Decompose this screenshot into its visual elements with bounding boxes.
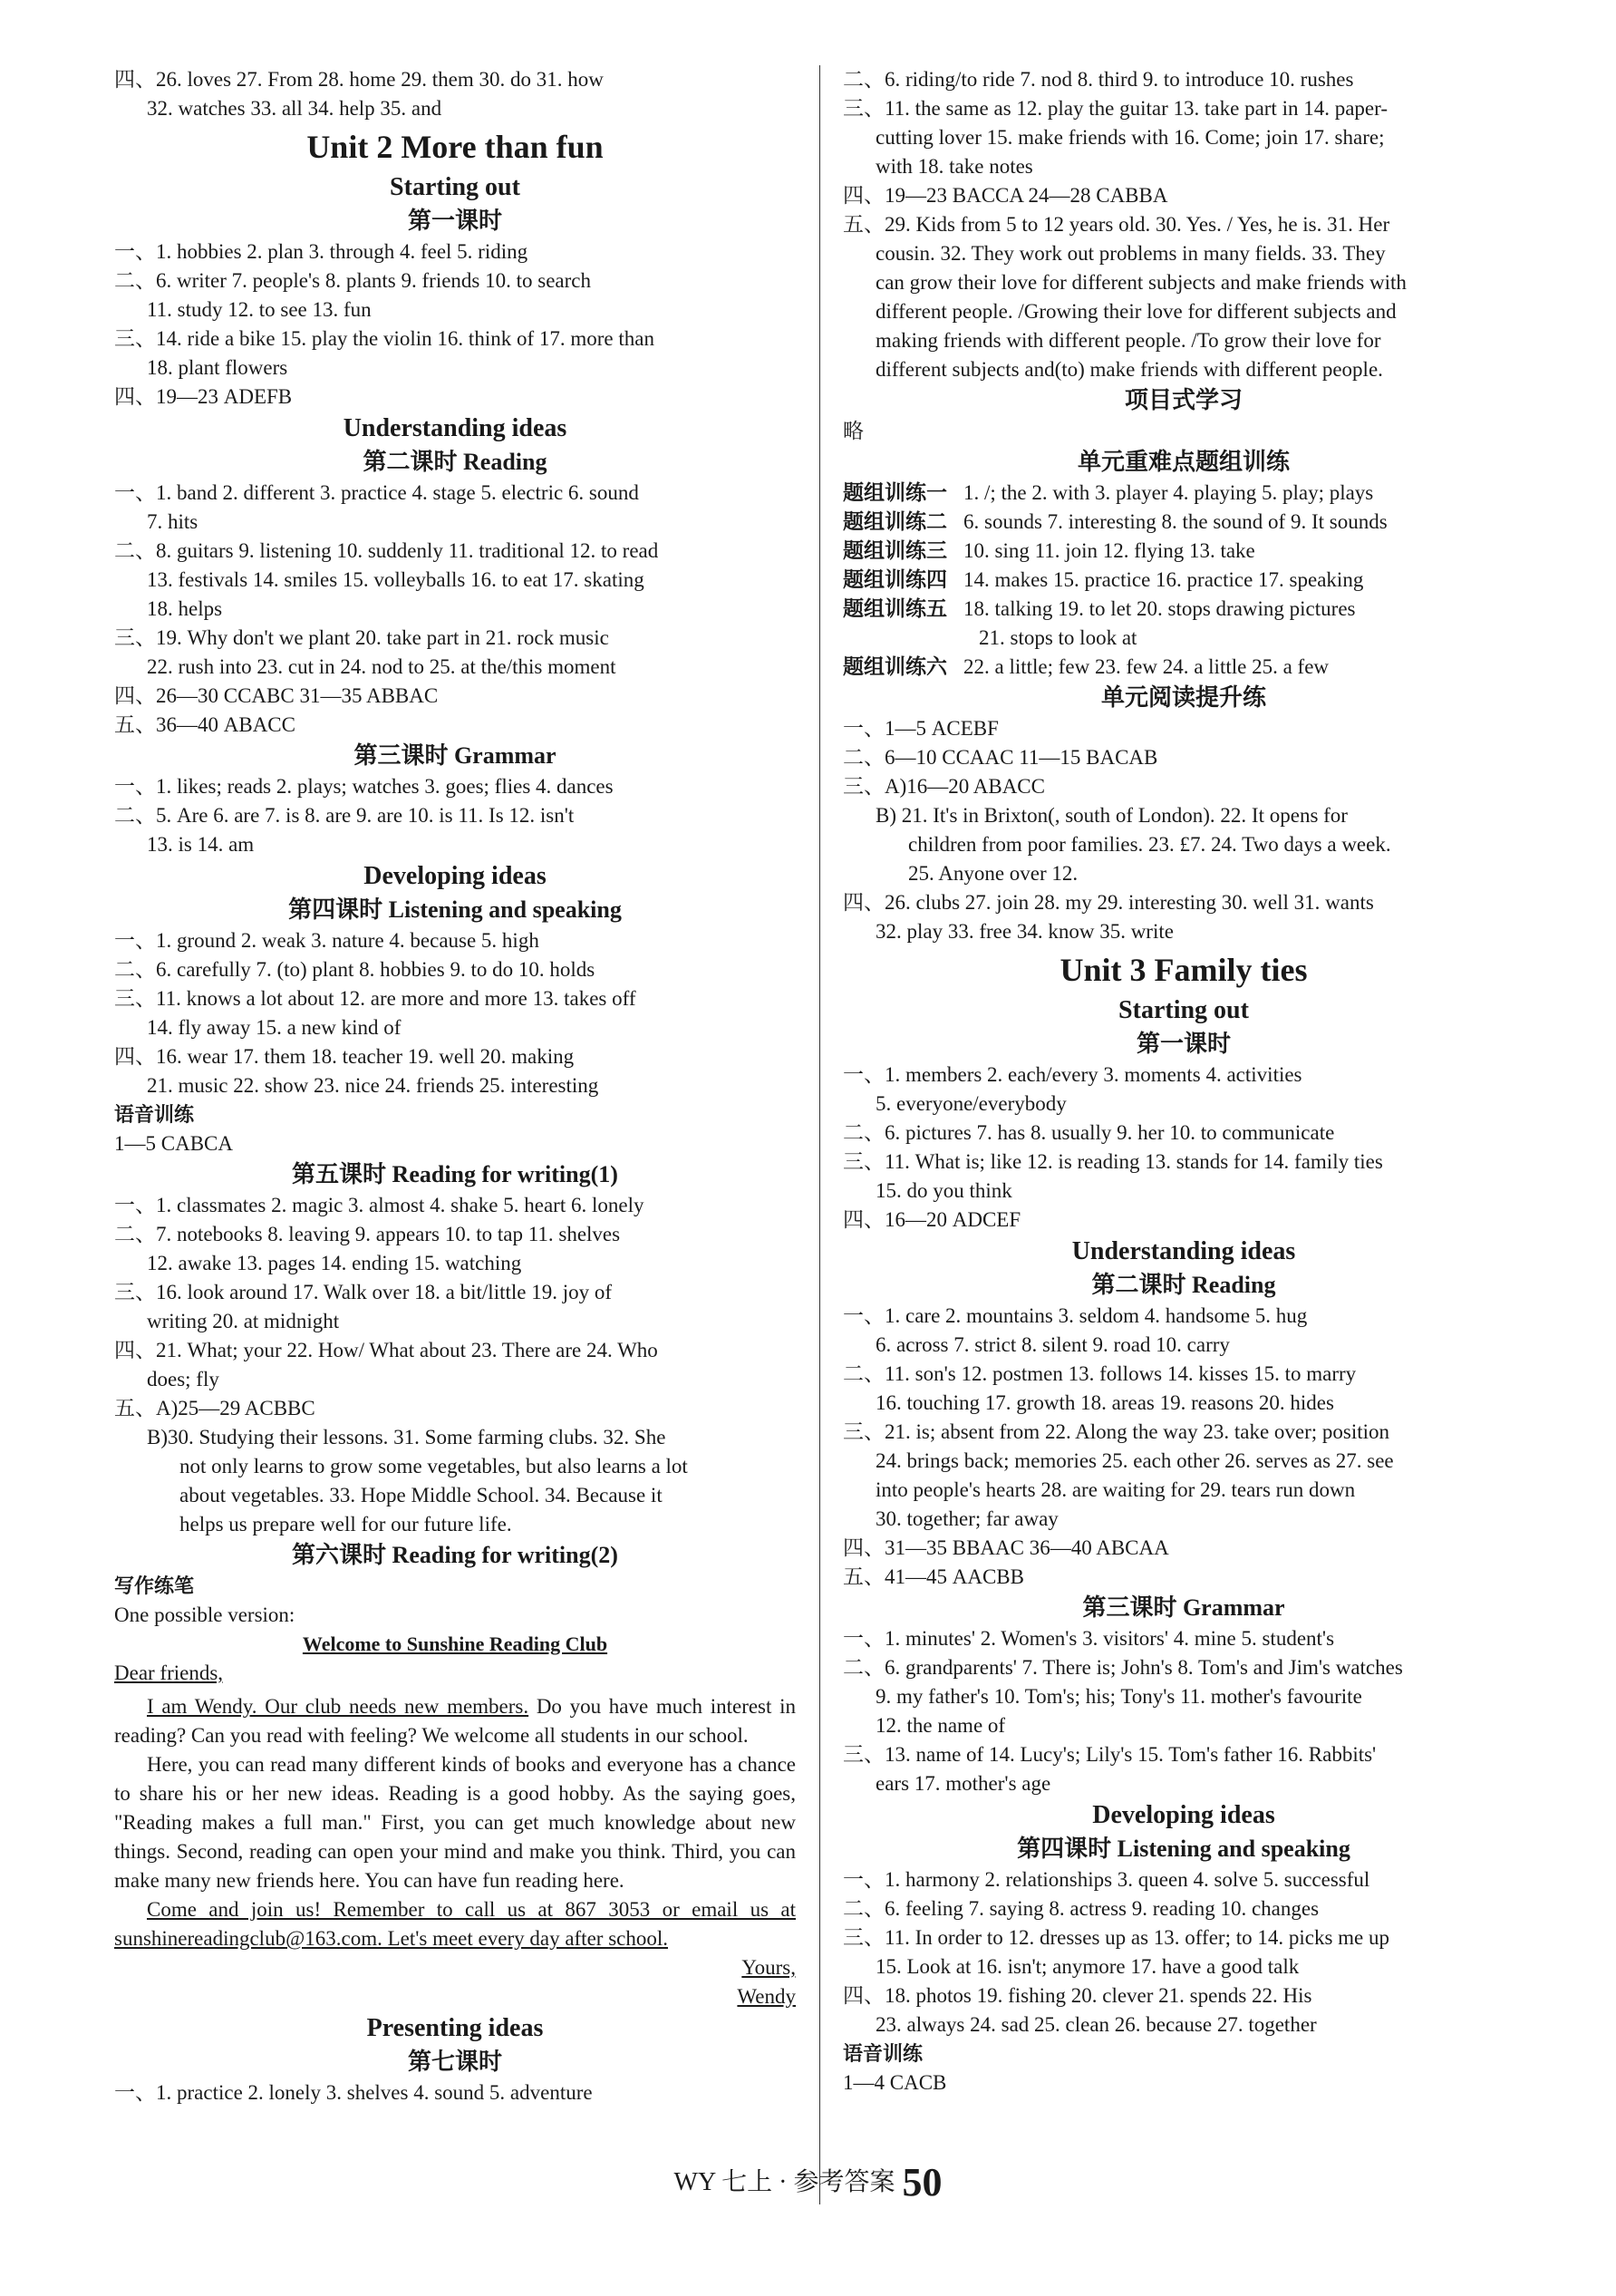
answer-line: 一、1. practice 2. lonely 3. shelves 4. sound 5. adventure bbox=[114, 2081, 593, 2104]
page-number: 50 bbox=[902, 2160, 943, 2204]
phonics-heading: 语音训练 bbox=[843, 2042, 924, 2065]
answer-line: 12. the name of bbox=[876, 1714, 1006, 1737]
answer-line: 32. watches 33. all 34. help 35. and bbox=[147, 97, 442, 120]
drill-answers: 22. a little; few 23. few 24. a little 25. a few bbox=[963, 655, 1330, 678]
answer-line: children from poor families. 23. £7. 24. Two days a week. bbox=[908, 833, 1391, 856]
answer-line: 11. study 12. to see 13. fun bbox=[147, 298, 372, 321]
answer-line: cutting lover 15. make friends with 16. Come; join 17. share; bbox=[876, 126, 1385, 149]
drill-label: 题组训练一 bbox=[843, 481, 947, 504]
project-heading: 项目式学习 bbox=[1124, 387, 1243, 413]
answer-line: 二、11. son's 12. postmen 13. follows 14. kisses 15. to marry bbox=[843, 1362, 1357, 1385]
lesson-heading: 第四课时 Listening and speaking bbox=[1017, 1836, 1350, 1862]
answer-line: 四、18. photos 19. fishing 20. clever 21. spends 22. His bbox=[843, 1984, 1312, 2007]
drill-line bbox=[843, 479, 1524, 508]
answer-line: 二、6. riding/to ride 7. nod 8. third 9. to introduce 10. rushes bbox=[843, 68, 1354, 91]
answer-line: 二、6. pictures 7. has 8. usually 9. her 10. to communicate bbox=[843, 1121, 1335, 1144]
answer-line: 23. always 24. sad 25. clean 26. because 27. together bbox=[876, 2013, 1317, 2036]
essay-title: Welcome to Sunshine Reading Club bbox=[302, 1632, 608, 1655]
closing-name: Wendy bbox=[737, 1985, 796, 2008]
answer-line: 22. rush into 23. cut in 24. nod to 25. at the/this moment bbox=[147, 655, 616, 678]
answer-line: 9. my father's 10. Tom's; his; Tony's 11. mother's favourite bbox=[876, 1685, 1362, 1708]
answer-line: 13. festivals 14. smiles 15. volleyballs 16. to eat 17. skating bbox=[147, 568, 644, 591]
answer-line: 四、19—23 BACCA 24—28 CABBA bbox=[843, 184, 1168, 207]
answer-line: 一、1—5 ACEBF bbox=[843, 717, 999, 740]
answer-line: with 18. take notes bbox=[876, 155, 1033, 178]
answer-line: 一、1. care 2. mountains 3. seldom 4. handsome 5. hug bbox=[843, 1304, 1308, 1327]
lesson-heading: 第二课时 Reading bbox=[363, 449, 547, 475]
lesson-heading: 第三课时 Grammar bbox=[353, 742, 556, 769]
answer-line: into people's hearts 28. are waiting for 29. tears run down bbox=[876, 1478, 1356, 1501]
lesson-heading: 第三课时 Grammar bbox=[1082, 1594, 1285, 1621]
answer-line: 四、26. clubs 27. join 28. my 29. interesting 30. well 31. wants bbox=[843, 891, 1374, 914]
lesson-heading: 第二课时 Reading bbox=[1091, 1272, 1276, 1298]
answer-line: 三、14. ride a bike 15. play the violin 16. think of 17. more than bbox=[114, 327, 654, 350]
closing-yours: Yours, bbox=[741, 1956, 796, 1979]
drill-line bbox=[843, 537, 1524, 566]
essay-paragraph bbox=[114, 1692, 796, 1750]
answer-line: helps us prepare well for our future life. bbox=[179, 1513, 512, 1536]
answer-line: 四、26—30 CCABC 31—35 ABBAC bbox=[114, 684, 439, 707]
answer-line: 三、16. look around 17. Walk over 18. a bit/little 19. joy of bbox=[114, 1281, 613, 1303]
drill-answers: 1. /; the 2. with 3. player 4. playing 5. play; plays bbox=[963, 481, 1374, 504]
section-heading: Developing ideas bbox=[1092, 1801, 1275, 1829]
lesson-heading: 第一课时 bbox=[407, 208, 502, 234]
section-heading: Understanding ideas bbox=[1071, 1237, 1296, 1265]
answer-line: 5. everyone/everybody bbox=[876, 1092, 1067, 1115]
answer-line: 五、A)25—29 ACBBC bbox=[114, 1397, 315, 1419]
answer-line: 一、1. hobbies 2. plan 3. through 4. feel 5. riding bbox=[114, 240, 528, 263]
drill-line: 21. stops to look at bbox=[979, 626, 1137, 649]
answer-line: making friends with different people. /To grow their love for bbox=[876, 329, 1381, 352]
answer-line: 五、36—40 ABACC bbox=[114, 713, 295, 736]
drill-label: 题组训练二 bbox=[843, 510, 947, 533]
answer-line: 三、11. knows a lot about 12. are more and more 13. takes off bbox=[114, 987, 636, 1010]
answer-line: 1—5 CABCA bbox=[114, 1132, 233, 1155]
essay-closing bbox=[114, 1953, 796, 1982]
drill-label: 题组训练六 bbox=[843, 655, 947, 678]
essay-text: Do you have much interest in reading? Can you read with feeling? We welcome all students in our school. bbox=[114, 1695, 796, 1747]
column-divider bbox=[819, 65, 820, 2204]
reading-up-heading: 单元阅读提升练 bbox=[1100, 684, 1266, 711]
answer-line: cousin. 32. They work out problems in many fields. 33. They bbox=[876, 242, 1386, 265]
answer-line: 一、1. likes; reads 2. plays; watches 3. goes; flies 4. dances bbox=[114, 775, 614, 798]
answer-line: 四、16. wear 17. them 18. teacher 19. well 20. making bbox=[114, 1045, 575, 1068]
answer-line: 二、6. feeling 7. saying 8. actress 9. reading 10. changes bbox=[843, 1897, 1320, 1920]
answer-line: 四、19—23 ADEFB bbox=[114, 385, 293, 408]
drill-line bbox=[843, 566, 1524, 595]
answer-line: 1—4 CACB bbox=[843, 2071, 947, 2094]
answer-line: 一、1. members 2. each/every 3. moments 4. activities bbox=[843, 1063, 1302, 1086]
answer-line: 二、5. Are 6. are 7. is 8. are 9. are 10. is 11. Is 12. isn't bbox=[114, 804, 575, 827]
right-column bbox=[843, 65, 1524, 2097]
answer-line: not only learns to grow some vegetables, but also learns a lot bbox=[179, 1455, 688, 1477]
page-footer bbox=[0, 2159, 1616, 2205]
drill-line bbox=[843, 653, 1524, 682]
answer-line: 一、1. minutes' 2. Women's 3. visitors' 4. mine 5. student's bbox=[843, 1627, 1335, 1650]
answer-line: 五、29. Kids from 5 to 12 years old. 30. Yes. / Yes, he is. 31. Her bbox=[843, 213, 1390, 236]
drill-line bbox=[843, 508, 1524, 537]
answer-line: 13. is 14. am bbox=[147, 833, 255, 856]
answer-line: 24. brings back; memories 25. each other 26. serves as 27. see bbox=[876, 1449, 1394, 1472]
answer-line: 二、6. writer 7. people's 8. plants 9. friends 10. to search bbox=[114, 269, 592, 292]
writing-practice-heading: 写作练笔 bbox=[114, 1574, 195, 1597]
answer-line: 15. do you think bbox=[876, 1179, 1012, 1202]
answer-line: 二、6—10 CCAAC 11—15 BACAB bbox=[843, 746, 1158, 769]
answer-line: 二、6. grandparents' 7. There is; John's 8. Tom's and Jim's watches bbox=[843, 1656, 1403, 1679]
footer-label: WY 七上 · 参考答案 bbox=[673, 2168, 895, 2196]
answer-line: 21. music 22. show 23. nice 24. friends 25. interesting bbox=[147, 1074, 599, 1097]
lesson-heading: 第五课时 Reading for writing(1) bbox=[292, 1161, 618, 1187]
drill-line bbox=[843, 595, 1524, 624]
answer-line: 三、21. is; absent from 22. Along the way 23. take over; position bbox=[843, 1420, 1390, 1443]
answer-line: 12. awake 13. pages 14. ending 15. watching bbox=[147, 1252, 522, 1274]
unit-title: Unit 2 More than fun bbox=[306, 129, 604, 165]
answer-line: 一、1. band 2. different 3. practice 4. stage 5. electric 6. sound bbox=[114, 481, 639, 504]
answer-line: 四、16—20 ADCEF bbox=[843, 1208, 1021, 1231]
drill-answers: 14. makes 15. practice 16. practice 17. speaking bbox=[963, 568, 1364, 591]
lesson-heading: 第四课时 Listening and speaking bbox=[288, 896, 622, 923]
essay-underlined-sentence: I am Wendy. Our club needs new members. bbox=[147, 1695, 529, 1718]
drill-label: 题组训练三 bbox=[843, 539, 947, 562]
section-heading: Developing ideas bbox=[363, 862, 547, 890]
answer-line: 16. touching 17. growth 18. areas 19. reasons 20. hides bbox=[876, 1391, 1334, 1414]
essay-greeting: Dear friends, bbox=[114, 1661, 224, 1684]
answer-line: does; fly bbox=[147, 1368, 219, 1390]
answer-line: 6. across 7. strict 8. silent 9. road 10. carry bbox=[876, 1333, 1230, 1356]
answer-line: different subjects and(to) make friends with different people. bbox=[876, 358, 1383, 381]
section-heading: Presenting ideas bbox=[366, 2014, 544, 2042]
answer-line: 四、21. What; your 22. How/ What about 23. There are 24. Who bbox=[114, 1339, 658, 1361]
lesson-heading: 第六课时 Reading for writing(2) bbox=[292, 1542, 618, 1568]
essay-signature bbox=[114, 1982, 796, 2011]
omitted-note: 略 bbox=[843, 420, 864, 442]
answer-line: 一、1. classmates 2. magic 3. almost 4. shake 5. heart 6. lonely bbox=[114, 1194, 644, 1216]
answer-line: 25. Anyone over 12. bbox=[908, 862, 1079, 885]
drill-answers: 10. sing 11. join 12. flying 13. take bbox=[963, 539, 1255, 562]
unit-title: Unit 3 Family ties bbox=[1060, 952, 1308, 988]
answer-line: B) 21. It's in Brixton(, south of London). 22. It opens for bbox=[876, 804, 1348, 827]
answer-line: 三、11. the same as 12. play the guitar 13. take part in 14. paper- bbox=[843, 97, 1388, 120]
section-heading: Understanding ideas bbox=[343, 414, 567, 442]
drill-answers: 18. talking 19. to let 20. stops drawing pictures bbox=[963, 597, 1356, 620]
essay-paragraph: Come and join us! Remember to call us at 867 3053 or email us at sunshinereadingclub@163.com. Let's meet every day after school. bbox=[114, 1898, 796, 1950]
answer-line: 一、1. ground 2. weak 3. nature 4. because 5. high bbox=[114, 929, 539, 952]
drill-label: 题组训练四 bbox=[843, 568, 947, 591]
answer-line: 三、A)16—20 ABACC bbox=[843, 775, 1045, 798]
answer-line: 二、7. notebooks 8. leaving 9. appears 10. to tap 11. shelves bbox=[114, 1223, 621, 1245]
answer-line: 四、31—35 BBAAC 36—40 ABCAA bbox=[843, 1536, 1169, 1559]
answer-line: 三、11. What is; like 12. is reading 13. stands for 14. family ties bbox=[843, 1150, 1383, 1173]
phonics-heading: 语音训练 bbox=[114, 1103, 195, 1126]
lesson-heading: 第一课时 bbox=[1136, 1031, 1231, 1057]
answer-line: 五、41—45 AACBB bbox=[843, 1565, 1024, 1588]
lesson-heading: 第七课时 bbox=[407, 2049, 502, 2075]
answer-line: can grow their love for different subjects and make friends with bbox=[876, 271, 1407, 294]
answer-line: B)30. Studying their lessons. 31. Some farming clubs. 32. She bbox=[147, 1426, 666, 1448]
answer-line: 7. hits bbox=[147, 510, 198, 533]
answer-line: different people. /Growing their love for different subjects and bbox=[876, 300, 1397, 323]
essay-paragraph: Here, you can read many different kinds of books and everyone has a chance to share his or her new ideas. Reading is a good hobby. As the saying goes, "Reading makes a full man." First, you can get much knowledge about new things. Second, reading can open your mind and make you think. Third, you can make many new friends here. You can have fun reading here. bbox=[114, 1753, 796, 1892]
answer-line: writing 20. at midnight bbox=[147, 1310, 340, 1332]
answer-line: 18. plant flowers bbox=[147, 356, 288, 379]
possible-version-label: One possible version: bbox=[114, 1603, 295, 1626]
key-points-heading: 单元重难点题组训练 bbox=[1077, 449, 1290, 475]
answer-line: 15. Look at 16. isn't; anymore 17. have a good talk bbox=[876, 1955, 1300, 1978]
answer-line: ears 17. mother's age bbox=[876, 1772, 1051, 1795]
answer-line: 三、19. Why don't we plant 20. take part in 21. rock music bbox=[114, 626, 609, 649]
drill-label: 题组训练五 bbox=[843, 597, 947, 620]
left-column bbox=[114, 65, 796, 2107]
answer-line: 三、13. name of 14. Lucy's; Lily's 15. Tom's father 16. Rabbits' bbox=[843, 1743, 1377, 1766]
answer-line: 二、8. guitars 9. listening 10. suddenly 11. traditional 12. to read bbox=[114, 539, 659, 562]
section-heading: Starting out bbox=[390, 173, 520, 201]
drill-answers: 6. sounds 7. interesting 8. the sound of 9. It sounds bbox=[963, 510, 1388, 533]
answer-line: 三、11. In order to 12. dresses up as 13. offer; to 14. picks me up bbox=[843, 1926, 1390, 1949]
answer-line: 一、1. harmony 2. relationships 3. queen 4. solve 5. successful bbox=[843, 1868, 1370, 1891]
answer-line: 18. helps bbox=[147, 597, 223, 620]
section-heading: Starting out bbox=[1118, 996, 1249, 1024]
answer-line: 二、6. carefully 7. (to) plant 8. hobbies 9. to do 10. holds bbox=[114, 958, 595, 981]
answer-line: 四、26. loves 27. From 28. home 29. them 30. do 31. how bbox=[114, 68, 604, 91]
answer-line: about vegetables. 33. Hope Middle School. 34. Because it bbox=[179, 1484, 663, 1506]
answer-line: 30. together; far away bbox=[876, 1507, 1059, 1530]
answer-line: 14. fly away 15. a new kind of bbox=[147, 1016, 402, 1039]
answer-line: 32. play 33. free 34. know 35. write bbox=[876, 920, 1174, 943]
